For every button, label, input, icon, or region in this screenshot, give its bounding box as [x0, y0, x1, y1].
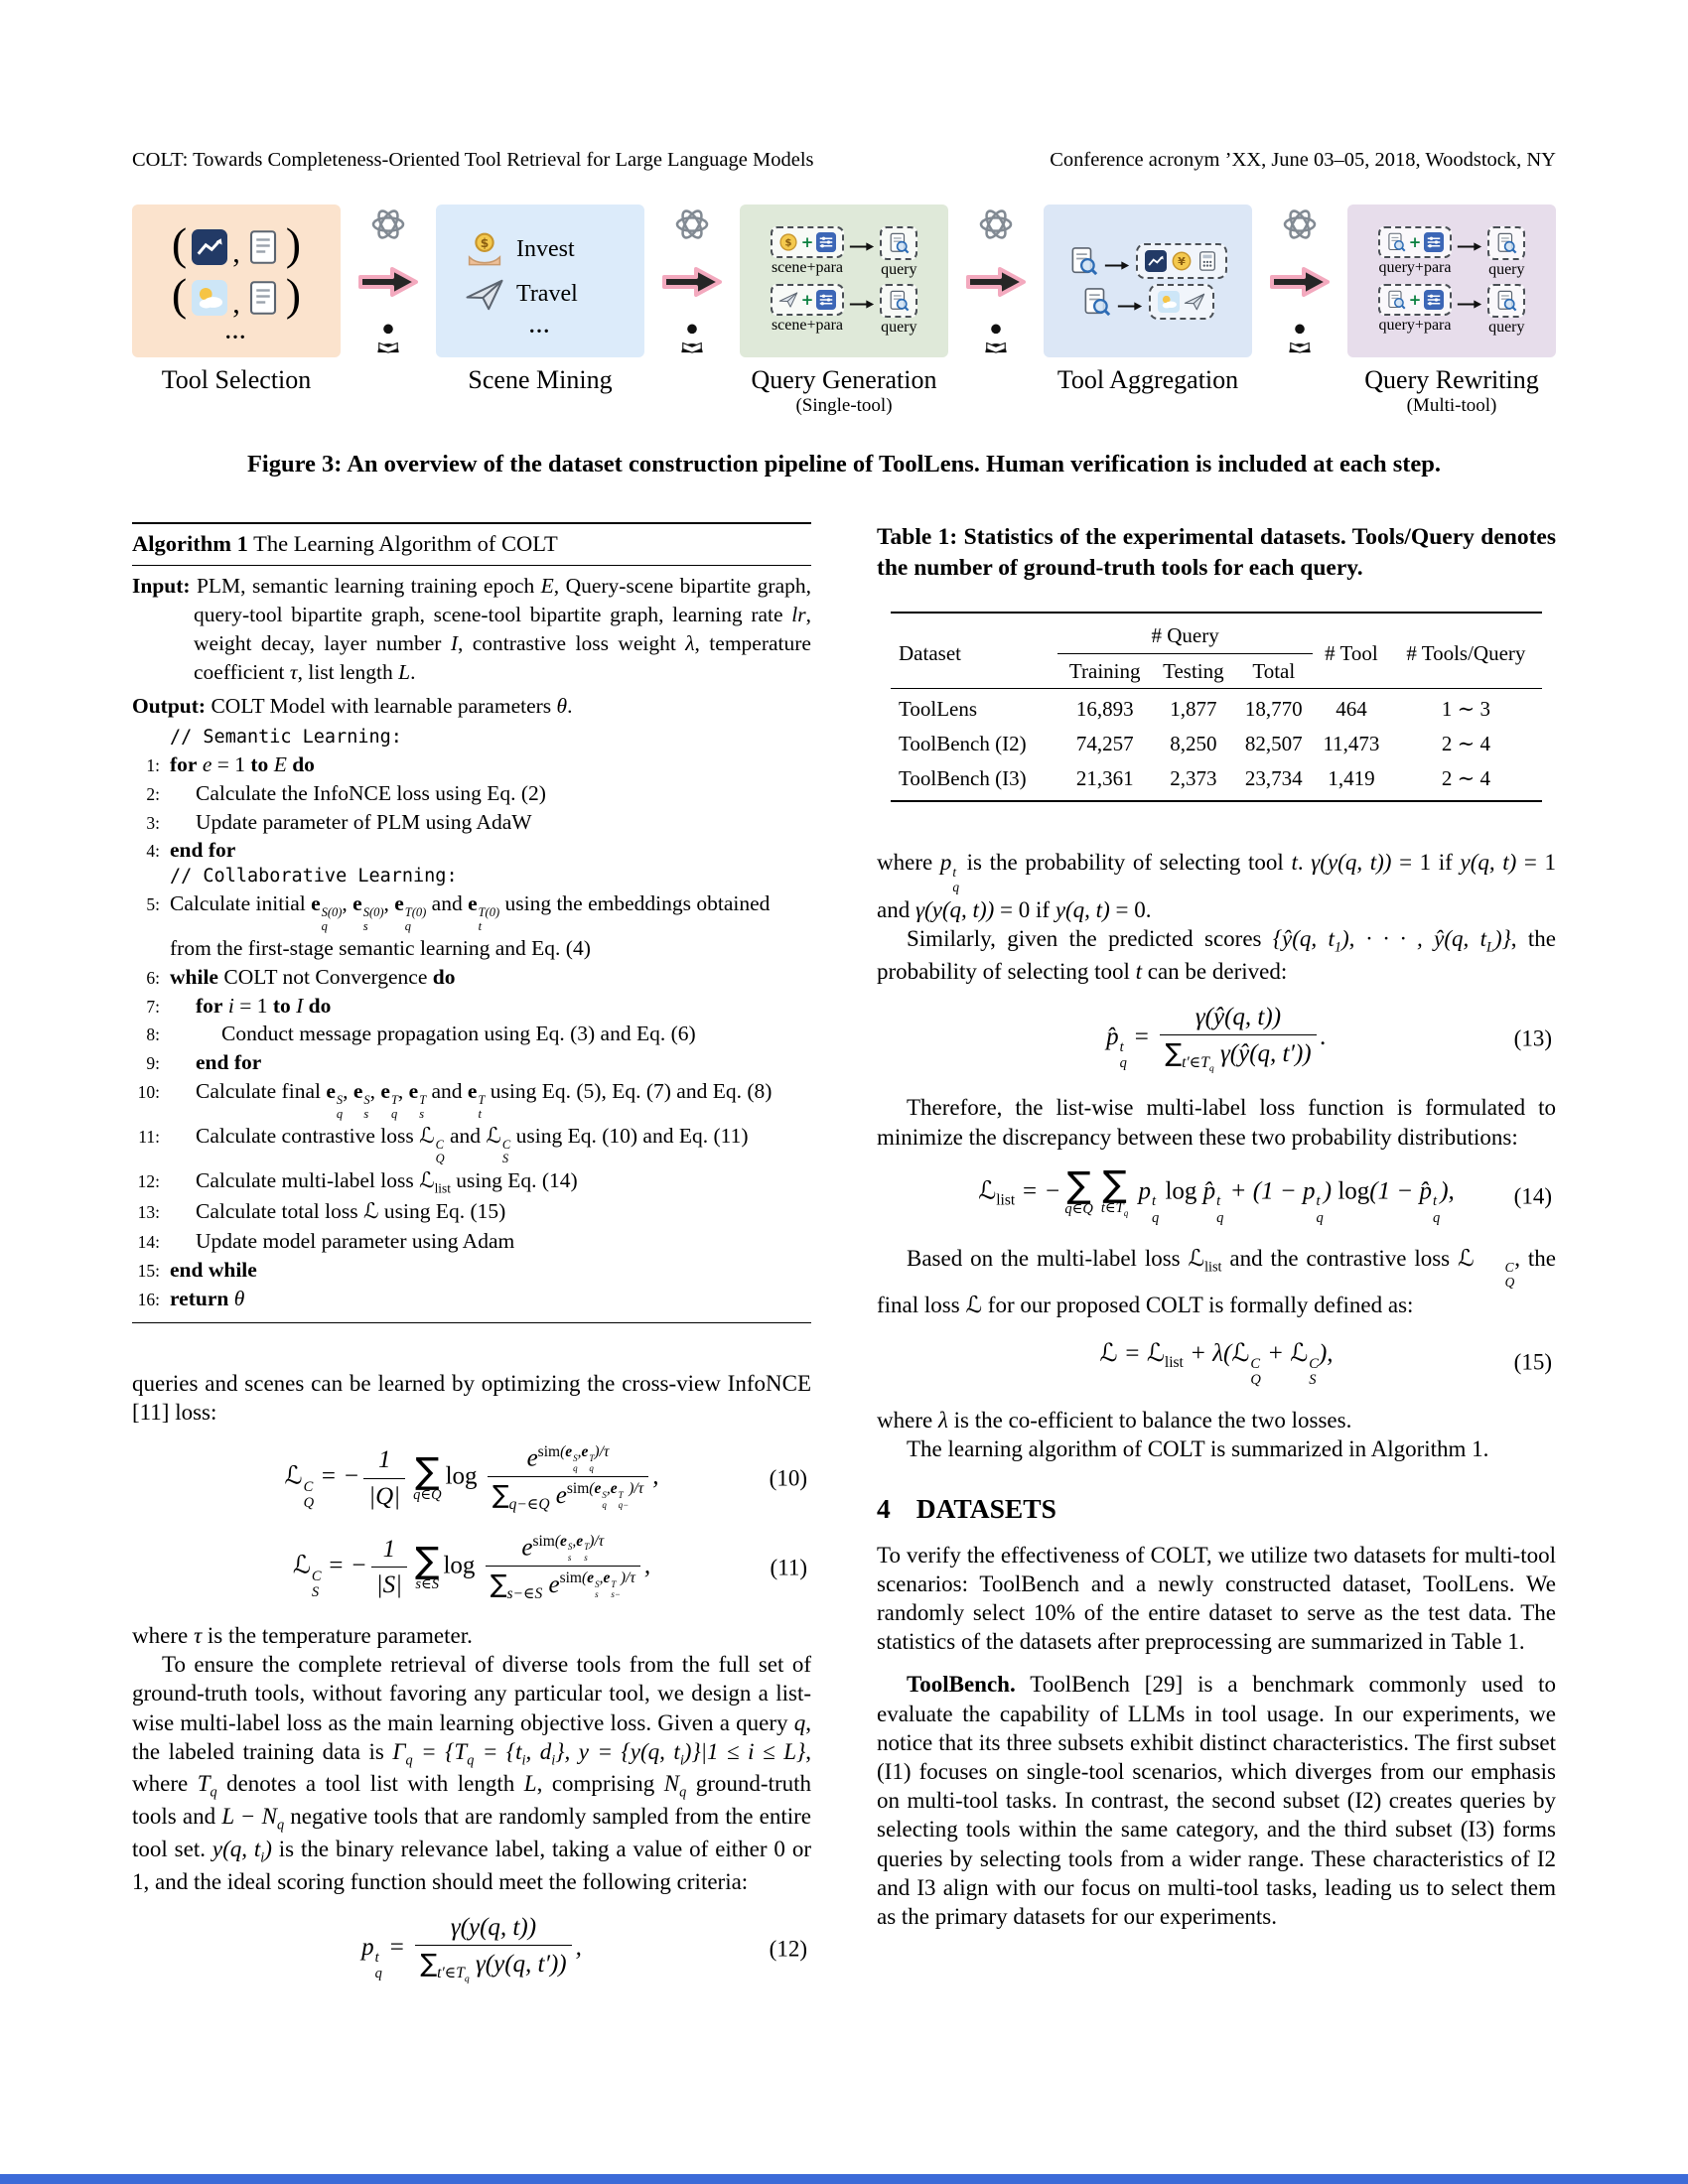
yen-coin-icon — [1171, 250, 1193, 272]
gpt-model-icon — [978, 206, 1014, 242]
algorithm-step: 11: Calculate contrastive loss ℒ C Q and ℒ C S using Eq. (10) and Eq. (11) — [138, 1124, 749, 1166]
paragraph: queries and scenes can be learned by optimizing the cross-view InfoNCE [11] loss: — [132, 1370, 811, 1425]
stage-label: Scene Mining — [468, 365, 613, 394]
chip-label: query+para — [1378, 316, 1452, 334]
algorithm-step: 9: end for — [146, 1050, 262, 1075]
gpt-model-icon — [674, 206, 710, 242]
col-query-group: # Query — [1057, 613, 1313, 653]
bottom-bar — [0, 2174, 1688, 2184]
algorithm-step: 6: while COLT not Convergence do — [146, 964, 456, 989]
algorithm-step: 15: end while — [137, 1258, 257, 1283]
stage-label: Tool Aggregation — [1056, 365, 1239, 394]
section4-heading — [877, 1492, 1556, 1527]
query-doc-icon — [888, 290, 910, 312]
plus-icon: + — [800, 290, 814, 309]
query-chip — [880, 284, 917, 337]
algorithm-step: 10: Calculate final e S q , e S s , e T q , e T s and e T t using Eq. (5), Eq. (7) and Eq. (8) — [137, 1079, 773, 1122]
equation-14: ℒ$_{list}$ = − ∑ q∈Q ∑ $t\in T_q$ p t q log p̂ t q + (1 − p t q ) log(1 − p̂ t q ), (14) — [978, 1161, 1552, 1226]
equation-13: p̂ t q = $\frac{\gamma(ŷ(q, t))}{\sum_{t'\in T_q} \gamma(ŷ(q, t'))}$ . (13) — [1106, 1003, 1552, 1075]
paragraph: To ensure the complete retrieval of diverse tools from the full set of ground-truth tools, without favoring any particular tool, we design a list-wise multi-label loss as the main learning objective loss. Given a query q, the labeled training data is $\Gamma_q = \{T_q = \{t_i$, $d_i$}, y = {y(q, $t_i)\}|1 \le i \le L$}, where $T_q$ denotes a tool list with length L, comprising $N_q$ ground-truth tools and $L - N_q$ negative tools that are randomly sampled from the entire tool set. y(q, $t_i$) is the binary relevance label, taking a value of either 0 or 1, and the ideal scoring function should meet the following criteria: — [132, 1652, 812, 1894]
scene-invest — [465, 230, 616, 270]
table1 — [891, 612, 1542, 802]
chip-label: query+para — [1378, 258, 1452, 276]
query-generation-box — [740, 205, 948, 357]
equation-tag: (15) — [1513, 1349, 1552, 1375]
document-icon — [245, 229, 281, 265]
stage-scene-mining — [436, 205, 644, 395]
figure3-pipeline — [132, 205, 1556, 417]
human-verification-icon — [675, 322, 709, 355]
algorithm-number: Algorithm 1 — [132, 531, 248, 556]
scene-travel — [465, 275, 616, 315]
algorithm-title — [132, 522, 811, 566]
equation-tag: (14) — [1513, 1183, 1552, 1209]
pipeline-connector — [948, 205, 1044, 357]
stage-arrow-icon — [660, 264, 724, 300]
conference-info: Conference acronym ’XX, June 03–05, 2018, Woodstock, NY — [1050, 149, 1556, 171]
weather-tool-icon — [1158, 291, 1180, 313]
chip-label: scene+para — [771, 258, 844, 276]
paragraph: To verify the effectiveness of COLT, we utilize two datasets for multi-tool scenarios: ToolBench and a newly constructed dataset, ToolLens. We randomly select 10% of the entire dataset to serve as the test data. The statistics of the datasets after preprocessing are summarized in Table 1. — [877, 1542, 1556, 1655]
paragraph: where λ is the co-efficient to balance the two losses. — [877, 1408, 1352, 1433]
col-dataset: Dataset — [891, 613, 1057, 689]
stage-arrow-icon — [1268, 264, 1332, 300]
gpt-model-icon — [370, 206, 406, 242]
travel-icon — [465, 275, 504, 315]
ellipsis: ... — [225, 319, 247, 343]
arrow-icon — [849, 299, 875, 310]
right-column — [877, 522, 1556, 1931]
equation-15: ℒ = ℒ$_{list}$ + λ(ℒ C Q + ℒ C S ), (15) — [1099, 1337, 1552, 1389]
comma: , — [232, 235, 240, 269]
table-row: ToolBench (I3) 21,361 2,373 23,734 1,419 2 ∼ 4 — [891, 761, 1542, 802]
query-para-chip — [1378, 226, 1453, 277]
col-tool: # Tool — [1313, 613, 1390, 689]
col-tools-per-query: # Tools/Query — [1390, 613, 1542, 689]
paren-close: ) — [285, 217, 302, 269]
plus-icon: + — [1408, 290, 1422, 309]
equation-tag: (11) — [770, 1555, 807, 1580]
aggregated-tools-finance — [1136, 243, 1227, 279]
arrow-icon — [1457, 241, 1482, 252]
chip-label: query — [1488, 318, 1525, 336]
query-rewriting-box — [1347, 205, 1556, 357]
equation-tag: (10) — [769, 1465, 807, 1491]
algorithm1 — [132, 522, 811, 1323]
human-verification-icon — [371, 322, 405, 355]
equation-tag: (13) — [1513, 1025, 1552, 1051]
scene-label: Invest — [516, 236, 575, 263]
chart-tool-icon — [1145, 250, 1167, 272]
query-doc-icon — [1068, 246, 1098, 276]
left-column — [132, 522, 811, 2003]
algorithm-step: 3: Update parameter of PLM using AdaW — [146, 809, 532, 834]
arrow-icon — [1104, 260, 1130, 271]
aggregated-tools-travel — [1149, 284, 1214, 320]
algorithm-step: 16: return θ — [137, 1286, 245, 1310]
table1-wrap — [891, 612, 1542, 802]
stage-query-generation — [740, 205, 948, 417]
equation-tag: (12) — [769, 1936, 807, 1962]
algorithm-comment: // Semantic Learning: — [170, 727, 402, 749]
stage-label: Tool Selection — [161, 365, 312, 394]
paren-open: ( — [171, 268, 188, 320]
paragraph: ToolBench. ToolBench [29] is a benchmark commonly used to evaluate the capability of LLMs in tool usage. In our experiments, we notice that its three subsets exhibit distinct characteristics. The first subset (I1) focuses on single-tool scenarios, which diverges from our emphasis on multi-tool tasks. In contrast, the second subset (I2) creates queries by selecting tools within the same category, and the third subset (I3) forms queries by selecting tools from a wider range. These characteristics of I2 and I3 align with our focus on multi-tool tasks, leading us to select them as the primary datasets for our experiments. — [877, 1672, 1556, 1930]
paragraph: The learning algorithm of COLT is summarized in Algorithm 1. — [907, 1436, 1489, 1462]
query-doc-icon — [1386, 232, 1406, 252]
equation-11: ℒ C S = − $\frac{1}{|S|}$ ∑ s∈S log $e^{sim(e S s ,e T s )/\tau}$ $\sum_{s-\in S}$ $e^{sim(e S s ,e T s- )/\tau}$ , (11) — [292, 1532, 807, 1602]
query-gen-row — [771, 226, 918, 279]
query-doc-icon — [1386, 290, 1406, 310]
tool-selection-box — [132, 205, 341, 357]
scene-label: Travel — [516, 281, 578, 308]
algorithm-step: 5: Calculate initial e S(0) q , e S(0) s , e T(0) q and e T(0) t using the embeddings obtained from the first-stage semantic learning and Eq. (4) — [146, 890, 771, 961]
query-chip — [1487, 226, 1525, 279]
stage-tool-aggregation — [1044, 205, 1252, 395]
query-chip — [880, 226, 917, 279]
human-verification-icon — [979, 322, 1013, 355]
tool-pair-chart — [171, 217, 302, 270]
chart-tool-icon — [192, 229, 227, 265]
plus-icon: + — [1408, 232, 1422, 251]
stage-sublabel: (Multi-tool) — [1406, 394, 1497, 416]
pipeline-connector — [341, 205, 436, 357]
paragraph: where τ is the temperature parameter. — [132, 1622, 473, 1648]
figure3-caption: Figure 3: An overview of the dataset construction pipeline of ToolLens. Human verification is included at each step. — [246, 451, 1442, 478]
algorithm-step: 2: Calculate the InfoNCE loss using Eq. (2) — [146, 780, 546, 805]
arrow-icon — [849, 241, 875, 252]
algorithm-step: 12: Calculate multi-label loss ℒ$_{list}$ using Eq. (14) — [137, 1168, 578, 1196]
document-icon — [245, 280, 281, 316]
chip-label: scene+para — [771, 316, 844, 334]
query-doc-icon — [1081, 287, 1111, 317]
parameters-icon — [816, 232, 836, 252]
algorithm-step: 4: end for — [146, 838, 236, 863]
invest-icon — [465, 230, 504, 270]
col-testing: Testing — [1163, 658, 1224, 683]
scene-para-chip — [771, 284, 845, 335]
algorithm-step: 13: Calculate total loss ℒ using Eq. (15) — [137, 1199, 506, 1225]
chip-label: query — [1488, 260, 1525, 278]
paragraph: Similarly, given the predicted scores {ŷ(q, $t_1$), · · · , ŷ(q, $t_L$)}, the probability of selecting tool t can be derived: — [877, 926, 1556, 984]
gpt-model-icon — [1282, 206, 1318, 242]
section-title: DATASETS — [915, 1492, 1056, 1524]
parameters-icon — [1424, 232, 1444, 252]
human-verification-icon — [1283, 322, 1317, 355]
stage-sublabel: (Single-tool) — [795, 394, 893, 416]
query-doc-icon — [1495, 290, 1517, 312]
col-training: Training — [1068, 658, 1141, 683]
table-row: ToolLens 16,893 1,877 18,770 464 1 ∼ 3 — [891, 689, 1542, 727]
algorithm-step: 1: for e = 1 to E do — [146, 751, 315, 776]
stage-tool-selection — [132, 205, 341, 395]
paren-open: ( — [171, 217, 188, 269]
query-rewrite-row — [1378, 284, 1526, 337]
scene-para-chip — [771, 226, 845, 277]
query-para-chip — [1378, 284, 1453, 335]
paragraph: Based on the multi-label loss ℒ$_{list}$ and the contrastive loss ℒ C Q , the final loss ℒ for our proposed COLT is formally defined as: — [877, 1245, 1556, 1319]
paragraph: Therefore, the list-wise multi-label loss function is formulated to minimize the discrepancy between these two probability distributions: — [877, 1095, 1556, 1150]
tool-aggregation-box — [1044, 205, 1252, 357]
plane-icon — [1184, 291, 1205, 313]
algorithm-comment: // Collaborative Learning: — [170, 866, 458, 887]
query-gen-row — [771, 284, 918, 337]
algorithm-output: Output: COLT Model with learnable parameters θ. — [132, 694, 573, 719]
paragraph: where p t q is the probability of selecting tool t. γ(y(q, t)) = 1 if y(q, t) = 1 and γ(y(q, t)) = 0 if y(q, t) = 0. — [877, 850, 1557, 922]
query-rewrite-row — [1378, 226, 1526, 279]
algorithm-lines — [132, 723, 811, 1323]
stage-arrow-icon — [964, 264, 1028, 300]
pipeline-connector — [1252, 205, 1347, 357]
query-doc-icon — [888, 232, 910, 254]
stage-query-rewriting — [1347, 205, 1556, 417]
ellipsis: ... — [529, 313, 551, 338]
col-total: Total — [1252, 658, 1296, 683]
equation-10: ℒ C Q = − $\frac{1}{|Q|}$ ∑ q∈Q log $e^{sim(e S q ,e T q )/\tau}$ $\sum_{q-\in Q}$ $e^{sim(e S q ,e T q- )/\tau}$ , (10) — [284, 1443, 807, 1513]
query-chip — [1487, 284, 1525, 337]
algorithm-step: 14: Update model parameter using Adam — [137, 1229, 515, 1254]
parameters-icon — [816, 290, 836, 310]
query-doc-icon — [1495, 232, 1517, 254]
stage-arrow-icon — [356, 264, 420, 300]
table-row: ToolBench (I2) 74,257 8,250 82,507 11,473 2 ∼ 4 — [899, 732, 1490, 755]
aggregation-row — [1081, 284, 1214, 320]
aggregation-row — [1068, 243, 1227, 279]
algorithm-step: 8: Conduct message propagation using Eq. (3) and Eq. (6) — [146, 1022, 696, 1046]
chip-label: query — [881, 318, 917, 336]
chip-label: query — [881, 260, 917, 278]
plane-icon — [778, 290, 798, 310]
section-number: 4 — [877, 1492, 891, 1524]
algorithm-name: The Learning Algorithm of COLT — [253, 531, 558, 556]
plus-icon: + — [800, 232, 814, 251]
calculator-icon — [1196, 250, 1218, 272]
scene-mining-box — [436, 205, 644, 357]
stage-label: Query Rewriting — [1364, 365, 1539, 394]
algorithm-input: Input: PLM, semantic learning training epoch E, Query-scene bipartite graph, query-tool bipartite graph, scene-tool bipartite graph, learning rate lr, weight decay, layer number I, contrastive loss weight λ, temperature coefficient τ, list length L. — [132, 574, 811, 684]
tool-pair-weather — [171, 268, 302, 321]
coin-icon — [778, 232, 798, 252]
arrow-icon — [1117, 301, 1143, 312]
equation-12: p t q = $\frac{\gamma(y(q, t))}{\sum_{t'\in T_q} \gamma(y(q, t'))}$ , (12) — [361, 1913, 807, 1985]
arrow-icon — [1457, 299, 1482, 310]
paren-close: ) — [285, 268, 302, 320]
weather-tool-icon — [192, 280, 227, 316]
parameters-icon — [1424, 290, 1444, 310]
algorithm-step: 7: for i = 1 to I do — [146, 993, 332, 1018]
running-title: COLT: Towards Completeness-Oriented Tool Retrieval for Large Language Models — [132, 149, 814, 171]
stage-label: Query Generation — [751, 365, 937, 394]
table1-caption: Table 1: Statistics of the experimental datasets. Tools/Query denotes the number of ground-truth tools for each query. — [877, 524, 1556, 582]
comma: , — [232, 286, 240, 320]
pipeline-connector — [644, 205, 740, 357]
page-header — [132, 149, 1556, 172]
